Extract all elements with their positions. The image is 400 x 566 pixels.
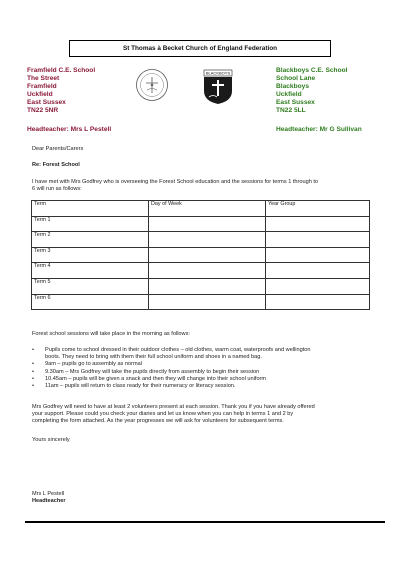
framfield-crest-icon	[135, 68, 169, 102]
list-item-line: • 9.30am – Mrs Godfrey will take the pupils directly from assembly to begin their session	[45, 368, 260, 375]
paragraph-line: your support. Please could you check your diaries and let us know when you can help in terms 1 and 2 by	[32, 411, 294, 418]
right-headteacher: Headteacher: Mr G Sullivan	[276, 126, 362, 133]
signoff: Yours sincerely	[32, 437, 70, 443]
table-cell	[149, 247, 266, 263]
address-line: Uckfield	[276, 91, 302, 98]
list-item-line: • 10.45am – pupils will be given a snack and then they will change into their school uniform	[45, 375, 267, 382]
table-cell: Term 6	[32, 294, 149, 310]
table-cell	[266, 247, 370, 263]
table-row	[32, 216, 370, 232]
address-line: Framfield C.E. School	[27, 67, 96, 74]
list-item	[32, 376, 374, 383]
session-schedule-list	[32, 347, 374, 390]
table-cell	[266, 263, 370, 279]
table-header-cell: Day of Week	[149, 201, 266, 217]
table-header-cell: Year Group	[266, 201, 370, 217]
table-header-row	[32, 201, 370, 217]
table-cell: Term 2	[32, 232, 149, 248]
list-item-line: • 9am – pupils go to assembly as normal	[45, 361, 143, 368]
table-row	[32, 247, 370, 263]
paragraph-line: completing the form attached. As the year progresses we will ask for volunteers for subsequent terms.	[32, 418, 284, 425]
table-cell: Term 3	[32, 247, 149, 263]
paragraph-line: Mrs Godfrey will need to have at least 2 volunteers present at each session. Thank you if you have already offered	[32, 404, 315, 410]
left-headteacher: Headteacher: Mrs L Pestell	[27, 126, 112, 133]
address-line: Blackboys C.E. School	[276, 67, 348, 74]
right-school-address	[276, 67, 347, 115]
forest-school-term-table	[31, 200, 370, 310]
table-cell	[266, 278, 370, 294]
signature-name: Mrs L Pestell	[32, 491, 65, 497]
address-line: Uckfield	[27, 91, 53, 98]
table-cell: Term 4	[32, 263, 149, 279]
table-cell: Term 1	[32, 216, 149, 232]
table-cell	[149, 263, 266, 279]
table-cell	[149, 216, 266, 232]
list-item	[32, 383, 374, 390]
sessions-intro: Forest school sessions will take place in the morning as follows:	[32, 331, 190, 337]
table-cell	[266, 294, 370, 310]
table-header-cell: Term	[32, 201, 149, 217]
intro-line: I have met with Mrs Godfrey who is overseeing the Forest School education and the sessions for terms 1 through to	[32, 179, 319, 185]
table-cell	[149, 294, 266, 310]
intro-line: 6 will run as follows:	[32, 186, 82, 193]
table-cell	[266, 216, 370, 232]
table-cell	[149, 232, 266, 248]
table-row	[32, 263, 370, 279]
list-item	[32, 369, 374, 376]
list-item	[32, 347, 374, 361]
table-row	[32, 278, 370, 294]
address-line: East Sussex	[276, 99, 315, 106]
list-item-line: • Pupils come to school dressed in their outdoor clothes – old clothes, warm coat, waterproofs and wellington	[45, 347, 311, 353]
address-line: Blackboys	[276, 83, 309, 90]
list-item-line: boots. They need to bring with them their full school uniform and shoes in a named bag.	[45, 354, 262, 361]
list-item	[32, 361, 374, 368]
closing-paragraph	[32, 404, 382, 426]
table-cell: Term 5	[32, 278, 149, 294]
address-line: Framfield	[27, 83, 57, 90]
crest-banner-text: BLACKBOYS	[205, 70, 231, 76]
intro-paragraph	[32, 179, 382, 193]
table-row	[32, 294, 370, 310]
signature-title: Headteacher	[32, 498, 66, 504]
address-line: TN22 5LL	[276, 107, 306, 114]
table-row	[32, 232, 370, 248]
address-line: TN22 5NR	[27, 107, 59, 114]
table-cell	[149, 278, 266, 294]
blackboys-crest-icon	[201, 69, 235, 105]
letter-subject: Re: Forest School	[32, 162, 80, 168]
table-cell	[266, 232, 370, 248]
footer-divider	[25, 521, 385, 523]
address-line: The Street	[27, 75, 60, 82]
federation-title: St Thomas à Becket Church of England Federation	[69, 40, 331, 57]
list-item-line: • 11am – pupils will return to class ready for their numeracy or literacy session.	[45, 383, 236, 390]
address-line: East Sussex	[27, 99, 66, 106]
address-line: School Lane	[276, 75, 316, 82]
salutation: Dear Parents/Carers	[32, 146, 84, 152]
left-school-address	[27, 67, 95, 115]
